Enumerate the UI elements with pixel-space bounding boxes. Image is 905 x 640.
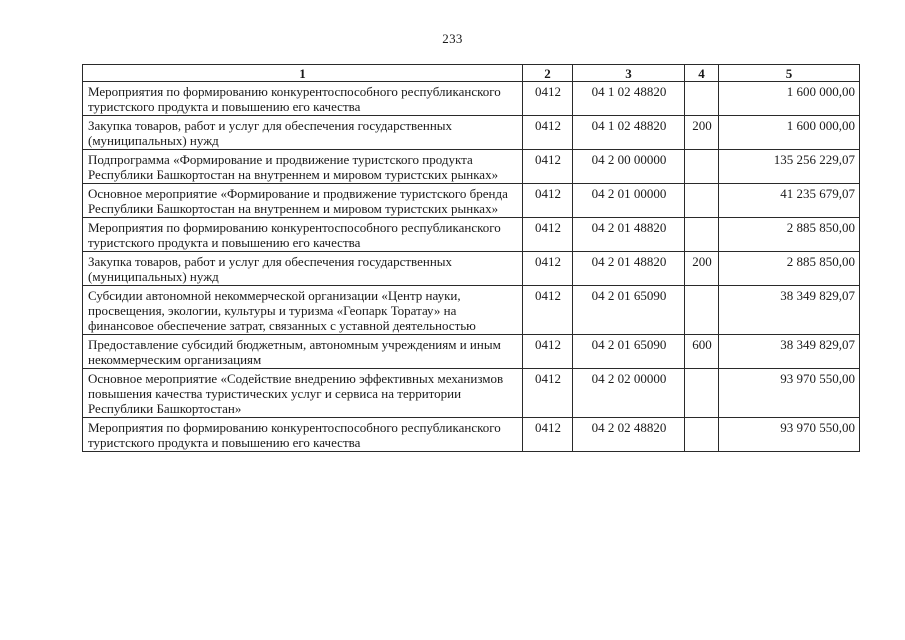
row-amount: 41 235 679,07: [719, 184, 860, 218]
row-name: Предоставление субсидий бюджетным, автономным учреждениям и иным некоммерческим организациям: [83, 335, 523, 369]
row-amount: 93 970 550,00: [719, 418, 860, 452]
page-number: 233: [442, 31, 463, 46]
table-row: [83, 82, 860, 116]
row-section: 0412: [523, 418, 573, 452]
row-section: 0412: [523, 116, 573, 150]
row-section: 0412: [523, 184, 573, 218]
table-row: [83, 218, 860, 252]
row-code: 04 1 02 48820: [573, 82, 685, 116]
row-amount: 93 970 550,00: [719, 369, 860, 418]
row-code: 04 1 02 48820: [573, 116, 685, 150]
row-amount: 38 349 829,07: [719, 335, 860, 369]
row-amount: 2 885 850,00: [719, 218, 860, 252]
row-type: [685, 218, 719, 252]
table-row: [83, 286, 860, 335]
row-name: Основное мероприятие «Формирование и продвижение туристского бренда Республики Башкортостан на внутреннем и мировом туристских рынках»: [83, 184, 523, 218]
table-row: [83, 418, 860, 452]
row-name: Подпрограмма «Формирование и продвижение туристского продукта Республики Башкортостан на внутреннем и мировом туристских рынках»: [83, 150, 523, 184]
table-row: [83, 252, 860, 286]
row-type: [685, 418, 719, 452]
row-amount: 135 256 229,07: [719, 150, 860, 184]
row-amount: 1 600 000,00: [719, 82, 860, 116]
column-header-amount: 5: [719, 65, 860, 82]
row-code: 04 2 01 48820: [573, 218, 685, 252]
row-name: Субсидии автономной некоммерческой организации «Центр науки, просвещения, экологии, культуры и туризма «Геопарк Торатау» на финансовое обеспечение затрат, связанных с уставной деятельностью: [83, 286, 523, 335]
row-type: [685, 184, 719, 218]
column-header-type: 4: [685, 65, 719, 82]
row-section: 0412: [523, 150, 573, 184]
table-row: [83, 116, 860, 150]
row-name: Мероприятия по формированию конкурентоспособного республиканского туристского продукта и повышению его качества: [83, 218, 523, 252]
table-body: [83, 82, 860, 452]
row-name: Основное мероприятие «Содействие внедрению эффективных механизмов повышения качества туристических услуг и сервиса на территории Республики Башкортостан»: [83, 369, 523, 418]
row-amount: 1 600 000,00: [719, 116, 860, 150]
row-section: 0412: [523, 335, 573, 369]
column-header-section: 2: [523, 65, 573, 82]
row-name: Закупка товаров, работ и услуг для обеспечения государственных (муниципальных) нужд: [83, 116, 523, 150]
row-section: 0412: [523, 252, 573, 286]
row-name: Мероприятия по формированию конкурентоспособного республиканского туристского продукта и повышению его качества: [83, 418, 523, 452]
row-type: 200: [685, 252, 719, 286]
row-type: [685, 286, 719, 335]
row-code: 04 2 02 48820: [573, 418, 685, 452]
table-row: [83, 150, 860, 184]
row-code: 04 2 01 65090: [573, 286, 685, 335]
row-section: 0412: [523, 286, 573, 335]
row-amount: 2 885 850,00: [719, 252, 860, 286]
row-type: 200: [685, 116, 719, 150]
row-section: 0412: [523, 369, 573, 418]
row-code: 04 2 02 00000: [573, 369, 685, 418]
row-type: 600: [685, 335, 719, 369]
row-type: [685, 82, 719, 116]
row-type: [685, 369, 719, 418]
row-section: 0412: [523, 218, 573, 252]
table-row: [83, 335, 860, 369]
row-amount: 38 349 829,07: [719, 286, 860, 335]
row-name: Мероприятия по формированию конкурентоспособного республиканского туристского продукта и повышению его качества: [83, 82, 523, 116]
budget-table: [82, 64, 860, 452]
header-row: [83, 65, 860, 82]
row-type: [685, 150, 719, 184]
row-code: 04 2 00 00000: [573, 150, 685, 184]
table-row: [83, 184, 860, 218]
table-header: [83, 65, 860, 82]
row-code: 04 2 01 65090: [573, 335, 685, 369]
row-code: 04 2 01 00000: [573, 184, 685, 218]
column-header-code: 3: [573, 65, 685, 82]
row-name: Закупка товаров, работ и услуг для обеспечения государственных (муниципальных) нужд: [83, 252, 523, 286]
column-header-name: 1: [83, 65, 523, 82]
row-section: 0412: [523, 82, 573, 116]
row-code: 04 2 01 48820: [573, 252, 685, 286]
table-row: [83, 369, 860, 418]
